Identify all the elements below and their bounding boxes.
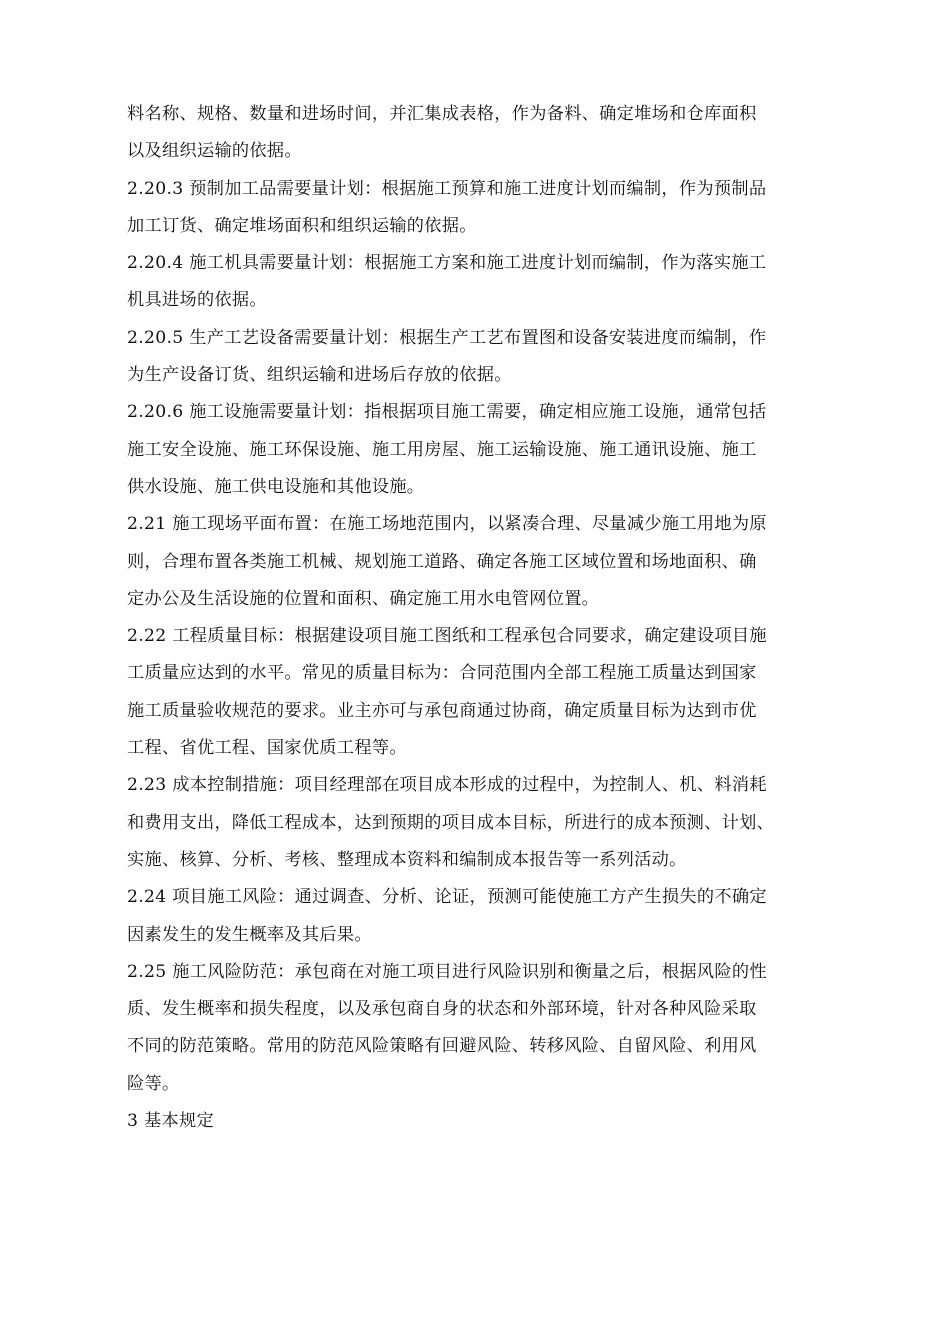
text-line: 加工订货、确定堆场面积和组织运输的依据。 <box>127 215 477 236</box>
text-line: 2.21 施工现场平面布置：在施工场地范围内，以紧凑合理、尽量减少施工用地为原 <box>127 514 767 535</box>
paragraph-2-21 <box>127 506 831 618</box>
text-line: 机具进场的依据。 <box>127 290 267 311</box>
text-line: 不同的防范策略。常用的防范风险策略有回避风险、转移风险、自留风险、利用风 <box>127 1036 757 1057</box>
paragraph-2-24 <box>127 879 831 954</box>
text-line: 则，合理布置各类施工机械、规划施工道路、确定各施工区域位置和场地面积、确 <box>127 551 757 572</box>
text-line: 2.24 项目施工风险：通过调查、分析、论证，预测可能使施工方产生损失的不确定 <box>127 887 767 908</box>
text-line: 工程、省优工程、国家优质工程等。 <box>127 738 407 759</box>
paragraph-2-20-6 <box>127 394 831 506</box>
text-line: 险等。 <box>127 1073 180 1094</box>
paragraph-2-25 <box>127 954 831 1103</box>
document-body <box>127 96 831 1140</box>
text-line: 料名称、规格、数量和进场时间，并汇集成表格，作为备料、确定堆场和仓库面积 <box>127 104 757 124</box>
section-heading-3 <box>127 1103 831 1140</box>
section-heading-text: 3 基本规定 <box>127 1111 214 1132</box>
paragraph-2-23 <box>127 767 831 879</box>
text-line: 2.20.5 生产工艺设备需要量计划：根据生产工艺布置图和设备安装进度而编制，作 <box>127 327 767 348</box>
text-line: 2.20.6 施工设施需要量计划：指根据项目施工需要，确定相应施工设施，通常包括 <box>127 402 767 423</box>
text-line: 2.20.4 施工机具需要量计划：根据施工方案和施工进度计划而编制，作为落实施工 <box>127 253 767 274</box>
text-line: 供水设施、施工供电设施和其他设施。 <box>127 476 425 497</box>
text-line: 定办公及生活设施的位置和面积、确定施工用水电管网位置。 <box>127 588 600 609</box>
text-line: 施工质量验收规范的要求。业主亦可与承包商通过协商，确定质量目标为达到市优 <box>127 700 757 721</box>
text-line: 施工安全设施、施工环保设施、施工用房屋、施工运输设施、施工通讯设施、施工 <box>127 439 757 460</box>
text-line: 和费用支出，降低工程成本，达到预期的项目成本目标，所进行的成本预测、计划、 <box>127 812 775 833</box>
text-line: 2.23 成本控制措施：项目经理部在项目成本形成的过程中，为控制人、机、料消耗 <box>127 775 767 796</box>
text-line: 为生产设备订货、组织运输和进场后存放的依据。 <box>127 365 512 386</box>
paragraph-2-20-4 <box>127 245 831 320</box>
text-line: 以及组织运输的依据。 <box>127 141 302 162</box>
text-line: 实施、核算、分析、考核、整理成本资料和编制成本报告等一系列活动。 <box>127 849 687 870</box>
paragraph-material-plan-continued <box>127 96 831 171</box>
text-line: 质、发生概率和损失程度，以及承包商自身的状态和外部环境，针对各种风险采取 <box>127 999 757 1020</box>
text-line: 因素发生的发生概率及其后果。 <box>127 924 372 945</box>
text-line: 2.25 施工风险防范：承包商在对施工项目进行风险识别和衡量之后，根据风险的性 <box>127 961 767 982</box>
text-line: 2.22 工程质量目标：根据建设项目施工图纸和工程承包合同要求，确定建设项目施 <box>127 626 767 647</box>
paragraph-2-20-3 <box>127 171 831 246</box>
text-line: 2.20.3 预制加工品需要量计划：根据施工预算和施工进度计划而编制，作为预制品 <box>127 178 767 199</box>
paragraph-2-22 <box>127 618 831 767</box>
paragraph-2-20-5 <box>127 320 831 395</box>
text-line: 工质量应达到的水平。常见的质量目标为：合同范围内全部工程施工质量达到国家 <box>127 663 757 684</box>
